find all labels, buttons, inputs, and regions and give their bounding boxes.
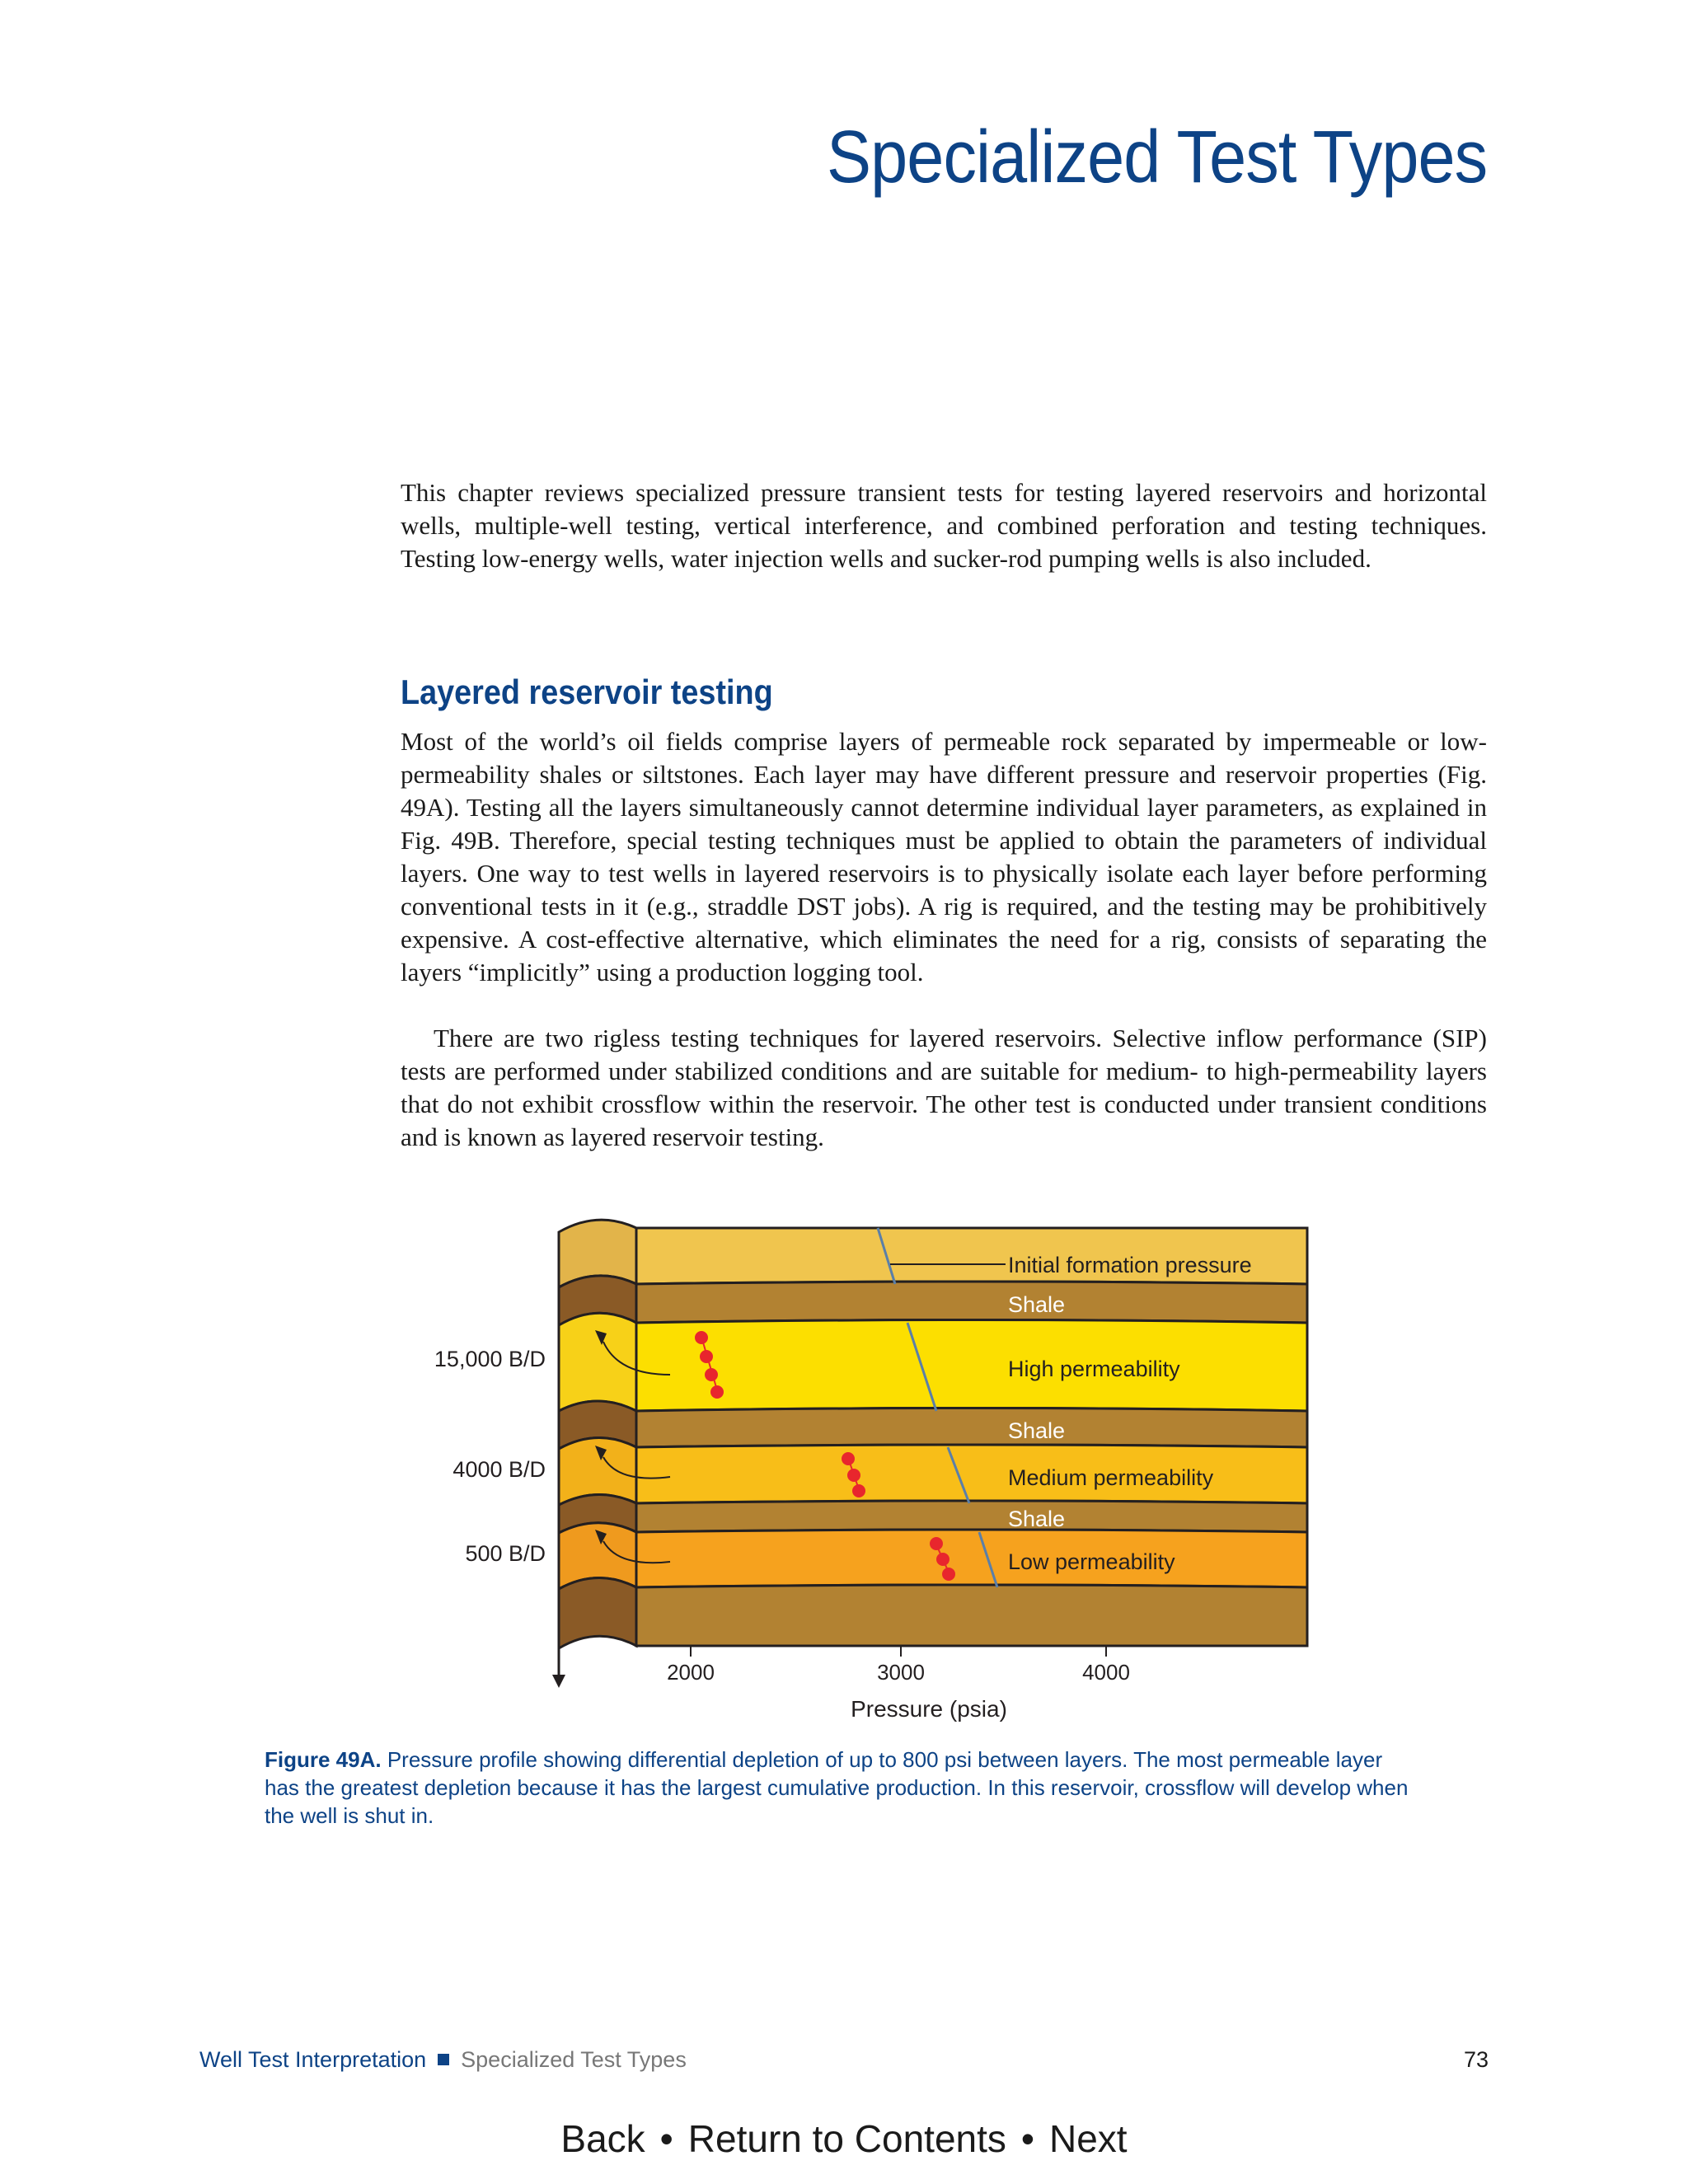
- label-shale-1: Shale: [1008, 1292, 1066, 1317]
- back-link[interactable]: Back: [560, 2117, 645, 2160]
- pressure-point: [848, 1469, 860, 1481]
- section-heading: Layered reservoir testing: [401, 673, 773, 711]
- running-footer: [199, 2047, 687, 2073]
- figure-caption-label: Figure 49A.: [265, 1747, 382, 1772]
- pressure-point: [706, 1369, 717, 1380]
- x-axis-ticks: [691, 1646, 1106, 1657]
- layer-shale-1: [636, 1282, 1307, 1323]
- pressure-point: [711, 1386, 723, 1398]
- x-axis-label: Pressure (psia): [851, 1696, 1007, 1722]
- pressure-point: [931, 1538, 942, 1549]
- x-tick-label: 3000: [877, 1660, 925, 1685]
- layer-shale-2: [636, 1408, 1307, 1448]
- figure-caption: [265, 1746, 1410, 1830]
- pressure-point: [853, 1485, 865, 1497]
- rate-label-high: 15,000 B/D: [434, 1347, 546, 1371]
- body-paragraph-2: There are two rigless testing techniques for layered reservoirs. Selective inflow performance (SIP) tests are performed under stabilized conditions and are suitable for medium- to high-permeability layers that do not exhibit crossflow within the reservoir. The other test is conducted under transient conditions and is known as layered reservoir testing.: [401, 1024, 1487, 1151]
- layer-shale-bottom: [636, 1585, 1307, 1646]
- label-medium-permeability: Medium permeability: [1008, 1465, 1214, 1490]
- x-tick-label: 4000: [1082, 1660, 1130, 1685]
- label-low-permeability: Low permeability: [1008, 1549, 1175, 1574]
- next-link[interactable]: Next: [1049, 2117, 1128, 2160]
- figure-49a: [412, 1187, 1319, 1731]
- layer-low-permeability: [636, 1530, 1307, 1587]
- label-high-permeability: High permeability: [1008, 1357, 1180, 1381]
- page-title: Specialized Test Types: [826, 116, 1487, 199]
- label-shale-3: Shale: [1008, 1507, 1066, 1531]
- body-paragraph-1: Most of the world’s oil fields comprise layers of permeable rock separated by impermeable or low-permeability shales or siltstones. Each layer may have different pressure and reservoir properties (Fig. 49A). Testing all the layers simultaneously cannot determine individual layer parameters, as explained in Fig. 49B. Therefore, special testing techniques must be applied to obtain the parameters of individual layers. One way to test wells in layered reservoirs is to physically isolate each layer before performing conventional tests in it (e.g., straddle DST jobs). A rig is required, and the testing may be prohibitively expensive. A cost-effective alternative, which eliminates the need for a rig, consists of separating the layers “implicitly” using a production logging tool.: [401, 727, 1487, 987]
- square-bullet-icon: [438, 2054, 449, 2065]
- nav-separator: •: [1020, 2117, 1034, 2160]
- pressure-point: [701, 1351, 712, 1362]
- page-navigation: [0, 2116, 1688, 2161]
- pressure-point: [943, 1568, 954, 1580]
- x-tick-label: 2000: [667, 1660, 715, 1685]
- layer-shale-3: [636, 1501, 1307, 1532]
- nav-separator: •: [659, 2117, 673, 2160]
- wellbore: [559, 1220, 636, 1648]
- intro-paragraph: This chapter reviews specialized pressure transient tests for testing layered reservoirs and horizontal wells, multiple-well testing, vertical interference, and combined perforation and testing techniques. Testing low-energy wells, water injection wells and sucker-rod pumping wells is also included.: [401, 478, 1487, 573]
- label-shale-2: Shale: [1008, 1418, 1066, 1443]
- layer-stack: [636, 1228, 1307, 1646]
- footer-book-title: Well Test Interpretation: [199, 2047, 427, 2072]
- return-to-contents-link[interactable]: Return to Contents: [687, 2117, 1006, 2160]
- rate-label-low: 500 B/D: [465, 1541, 546, 1566]
- footer-chapter-title: Specialized Test Types: [461, 2047, 687, 2072]
- figure-caption-text: Pressure profile showing differential depletion of up to 800 psi between layers. The most permeable layer has the greatest depletion because it has the largest cumulative production. In this reservoir, crossflow will develop when the well is shut in.: [265, 1747, 1409, 1828]
- label-initial-pressure: Initial formation pressure: [1008, 1253, 1252, 1277]
- pressure-point: [842, 1453, 854, 1465]
- layer-high-permeability: [636, 1320, 1307, 1412]
- pressure-point: [937, 1554, 949, 1565]
- page-number: 73: [1463, 2047, 1489, 2072]
- pressure-point: [696, 1332, 707, 1343]
- depth-arrow-head-icon: [552, 1675, 565, 1688]
- rate-label-medium: 4000 B/D: [452, 1457, 546, 1482]
